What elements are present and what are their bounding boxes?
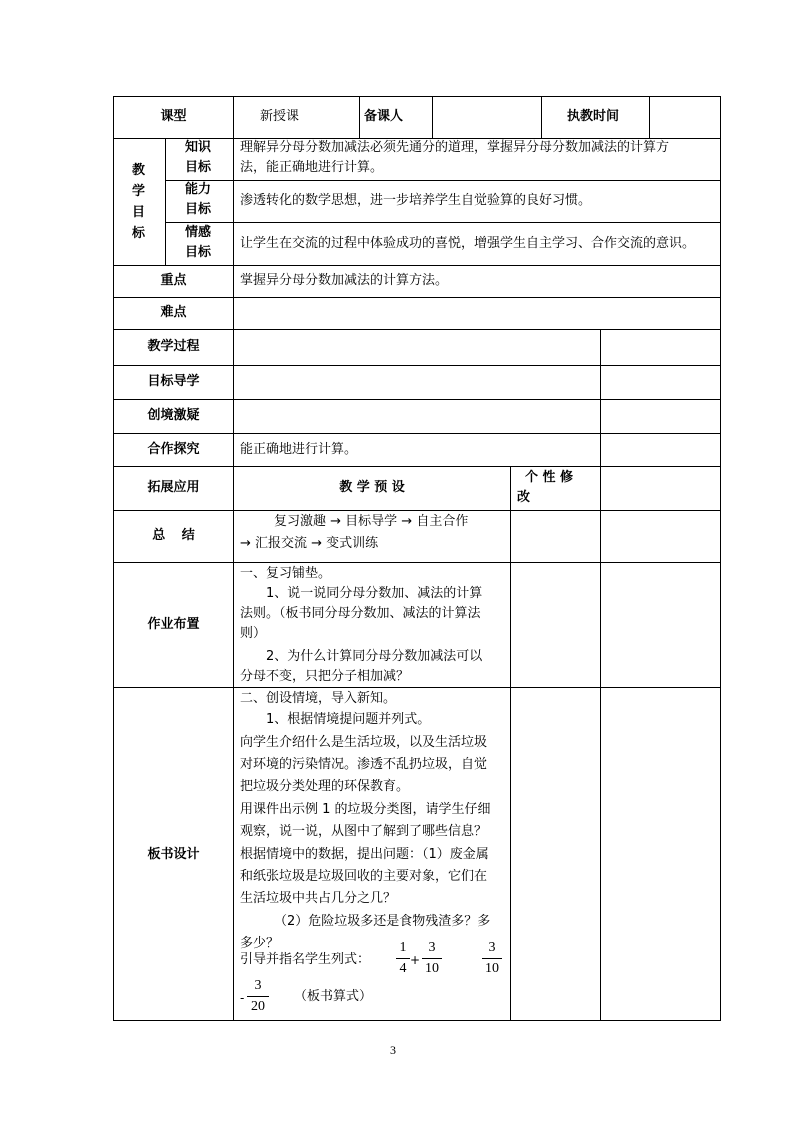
minus-sign: - — [240, 991, 245, 1005]
board-content-cell — [233, 687, 511, 1021]
flow-line-1: 复习激趣 → 目标导学 → 自主合作 — [274, 514, 469, 529]
knowledge-label-2: 目标 — [185, 160, 212, 175]
goals-char-1: 教 — [132, 163, 146, 178]
review-title: 一、复习铺垫。 — [240, 566, 332, 581]
homework-content-cell — [233, 562, 511, 688]
board-note: （板书算式） — [294, 989, 373, 1004]
emotion-label-1: 情感 — [185, 225, 212, 240]
board-label: 板书设计 — [147, 847, 200, 862]
homework-edit-cell — [510, 562, 601, 688]
teach-time-label-cell — [541, 96, 650, 139]
fraction-three-tenths-b — [482, 939, 502, 978]
knowledge-label-1: 知识 — [185, 140, 212, 155]
process-label: 教学过程 — [147, 339, 200, 354]
situation-line-3: 对环境的污染情况。渗透不乱扔垃圾，自觉 — [240, 757, 488, 772]
process-content-cell — [233, 329, 601, 366]
situation-label-cell — [113, 399, 234, 434]
board-edit-cell — [510, 687, 601, 1021]
knowledge-text-cell — [233, 138, 721, 181]
difficulty-label: 难点 — [160, 305, 187, 320]
situation-line-5: 用课件出示例 1 的垃圾分类图，请学生仔细 — [240, 802, 491, 817]
knowledge-label-cell — [165, 138, 234, 181]
extend-label: 拓展应用 — [147, 480, 200, 495]
situation-line-10: （2）危险垃圾多还是食物残渣多？多 — [274, 914, 491, 929]
situation-line-1: 1、根据情境提问题并列式。 — [266, 712, 431, 727]
situation-line-6: 观察，说一说，从图中了解到了哪些信息？ — [240, 824, 488, 839]
goals-char-3: 目 — [132, 205, 146, 220]
fraction-three-twentieths — [247, 977, 269, 1016]
personal-edit-header-2: 改 — [517, 490, 531, 505]
board-label-cell — [113, 687, 234, 1021]
situation-line-8: 和纸张垃圾是垃圾回收的主要对象，它们在 — [240, 869, 488, 884]
difficulty-label-cell — [113, 297, 234, 330]
situation-line-9: 生活垃圾中共占几分之几？ — [240, 891, 397, 906]
fraction-one-quarter — [396, 939, 410, 978]
guide-content-cell — [233, 365, 601, 400]
situation-line-7: 根据情境中的数据，提出问题：（1）废金属 — [240, 847, 489, 862]
formula-label: 引导并指名学生列式： — [240, 952, 371, 967]
goals-char-4: 标 — [132, 226, 146, 241]
plus-sign: + — [410, 953, 421, 967]
explore-content-cell — [233, 433, 601, 467]
ability-text: 渗透转化的数学思想，进一步培养学生自觉验算的良好习惯。 — [240, 193, 592, 208]
guide-label: 目标导学 — [147, 374, 200, 389]
review-line-5: 分母不变，只把分子相加减？ — [240, 669, 410, 684]
course-type-label: 课型 — [160, 109, 187, 124]
emotion-text-cell — [233, 222, 721, 266]
course-type-label-cell — [113, 96, 234, 139]
summary-side-cell — [600, 510, 721, 563]
fraction-three-tenths-a-den: 10 — [425, 961, 439, 976]
emotion-text: 让学生在交流的过程中体验成功的喜悦，增强学生自主学习、合作交流的意识。 — [240, 236, 696, 251]
board-side-cell — [600, 687, 721, 1021]
extend-side-cell — [600, 466, 721, 511]
page-number: 3 — [390, 1043, 396, 1057]
personal-edit-header-1: 个 性 修 — [525, 470, 574, 485]
process-side-cell — [600, 329, 721, 366]
course-type-value-cell — [233, 96, 360, 139]
knowledge-line-1: 理解异分母分数加减法必须先通分的道理，掌握异分母分数加减法的计算方 — [240, 140, 670, 155]
ability-label-cell — [165, 180, 234, 223]
preset-header-cell — [233, 466, 511, 511]
fraction-one-quarter-den: 4 — [399, 961, 407, 976]
ability-text-cell — [233, 180, 721, 223]
fraction-three-tenths-a-num: 3 — [428, 940, 436, 955]
situation-line-2: 向学生介绍什么是生活垃圾，以及生活垃圾 — [240, 735, 488, 750]
goals-char-2: 学 — [132, 184, 146, 199]
fraction-three-twentieths-den: 20 — [251, 999, 265, 1014]
explore-label-cell — [113, 433, 234, 467]
situation-side-cell — [600, 399, 721, 434]
fraction-bar — [396, 958, 410, 959]
fraction-three-twentieths-num: 3 — [254, 978, 262, 993]
fraction-bar — [422, 958, 442, 959]
preparer-label-cell — [359, 96, 433, 139]
homework-side-cell — [600, 562, 721, 688]
course-type-value: 新授课 — [260, 109, 300, 124]
key-point-text-cell — [233, 265, 721, 298]
homework-label-cell — [113, 562, 234, 688]
teach-time-value-cell — [649, 96, 721, 139]
ability-label-1: 能力 — [185, 182, 212, 197]
key-point-text: 掌握异分母分数加减法的计算方法。 — [240, 273, 449, 288]
explore-label: 合作探究 — [147, 442, 200, 457]
knowledge-line-2: 法，能正确地进行计算。 — [240, 160, 384, 175]
summary-label-cell — [113, 510, 234, 563]
fraction-three-tenths-a — [422, 939, 442, 978]
situation-line-4: 把垃圾分类处理的环保教育。 — [240, 779, 410, 794]
flow-line-2: → 汇报交流 → 变式训练 — [240, 536, 379, 551]
extend-label-cell — [113, 466, 234, 511]
explore-side-cell — [600, 433, 721, 467]
situation-line-11: 多少？ — [240, 936, 280, 951]
summary-edit-cell — [510, 510, 601, 563]
review-line-1: 1、说一说同分母分数加、减法的计算 — [266, 586, 483, 601]
situation-label: 创境激疑 — [147, 408, 200, 423]
fraction-one-quarter-num: 1 — [399, 940, 407, 955]
fraction-three-tenths-b-den: 10 — [485, 961, 499, 976]
ability-label-2: 目标 — [185, 202, 212, 217]
guide-side-cell — [600, 365, 721, 400]
situation-content-cell — [233, 399, 601, 434]
preset-header: 教 学 预 设 — [339, 480, 405, 495]
process-label-cell — [113, 329, 234, 366]
key-point-label: 重点 — [160, 273, 187, 288]
emotion-label-cell — [165, 222, 234, 266]
goals-group-cell — [113, 138, 166, 266]
key-point-label-cell — [113, 265, 234, 298]
preparer-value-cell — [432, 96, 542, 139]
fraction-three-tenths-b-num: 3 — [488, 940, 496, 955]
review-line-2: 法则。（板书同分母分数加、减法的计算法 — [240, 606, 481, 621]
summary-content-cell — [233, 510, 511, 563]
review-line-4: 2、为什么计算同分母分数加减法可以 — [266, 649, 483, 664]
summary-label: 总 结 — [152, 528, 195, 543]
difficulty-text-cell — [233, 297, 721, 330]
emotion-label-2: 目标 — [185, 245, 212, 260]
fraction-bar — [482, 958, 502, 959]
preparer-label: 备课人 — [364, 109, 404, 124]
homework-label: 作业布置 — [147, 617, 200, 632]
review-line-3: 则） — [240, 626, 267, 641]
situation-title: 二、创设情境，导入新知。 — [240, 691, 397, 706]
teach-time-label: 执教时间 — [567, 109, 620, 124]
explore-text: 能正确地进行计算。 — [240, 442, 358, 457]
personal-edit-header-cell — [510, 466, 601, 511]
guide-label-cell — [113, 365, 234, 400]
fraction-bar — [247, 996, 269, 997]
